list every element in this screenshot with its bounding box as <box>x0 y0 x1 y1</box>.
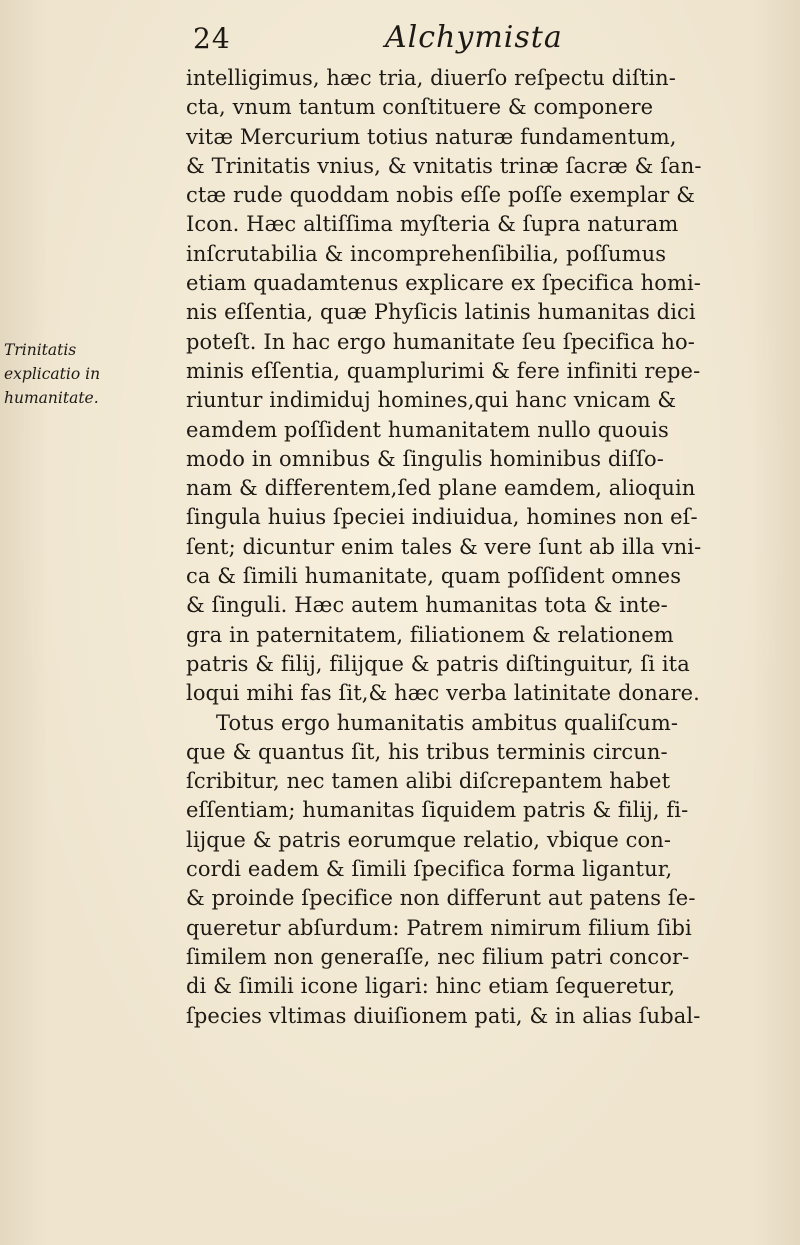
text-line: poteſt. In hac ergo humanitate ſeu ſpecifica ho- <box>186 329 695 354</box>
text-line: Icon. Hæc altiſſima myſteria & ſupra naturam <box>186 212 679 237</box>
text-line: inſcrutabilia & incomprehenſibilia, poſſumus <box>186 241 667 266</box>
text-line: & Trinitatis vnius, & vnitatis trinæ ſacræ & ſan- <box>186 153 702 178</box>
text-line: eamdem poſſident humanitatem nullo quouis <box>186 417 669 442</box>
text-line: modo in omnibus & ſingulis hominibus diſſo- <box>186 446 664 471</box>
page-number: 24 <box>193 22 231 55</box>
text-line: ctæ rude quoddam nobis eſſe poſſe exemplar & <box>186 183 696 208</box>
text-line: nam & differentem,ſed plane eamdem, alioquin <box>186 476 696 501</box>
body-text <box>186 64 790 1031</box>
text-line: eſſentiam; humanitas ſiquidem patris & filij, fi- <box>186 798 689 823</box>
text-line: intelligimus, hæc tria, diuerſo reſpectu diſtin- <box>186 66 677 90</box>
running-head: Alchymista <box>385 20 563 55</box>
text-line: que & quantus ſit, his tribus terminis circun- <box>186 739 668 764</box>
text-line: minis eſſentia, quamplurimi & fere infiniti repe- <box>186 358 701 383</box>
text-line: vitæ Mercurium totius naturæ fundamentum, <box>186 124 677 149</box>
margin-note <box>4 338 182 410</box>
text-line: ſent; dicuntur enim tales & vere ſunt ab illa vni- <box>186 534 702 559</box>
text-line: ſcribitur, nec tamen alibi diſcrepantem habet <box>186 769 671 794</box>
text-line: ſpecies vltimas diuiſionem pati, & in alias ſubal- <box>186 1003 701 1028</box>
text-line: lijque & patris eorumque relatio, vbique con- <box>186 827 672 852</box>
text-line: ſimilem non generaſſe, nec filium patri concor- <box>186 944 690 969</box>
text-line: etiam quadamtenus explicare ex ſpecifica homi- <box>186 271 701 296</box>
text-line: patris & filij, filijque & patris diſtinguitur, ſi ita <box>186 651 690 676</box>
margin-note-line: humanitate. <box>4 389 99 407</box>
text-line: riuntur indimiduj homines,qui hanc vnicam & <box>186 388 677 413</box>
text-line: queretur abſurdum: Patrem nimirum filium ſibi <box>186 915 692 940</box>
text-line: loqui mihi fas ſit,& hæc verba latinitate donare. <box>186 681 700 706</box>
margin-note-line: explicatio in <box>4 365 101 383</box>
text-line: ſingula huius ſpeciei indiuidua, homines non eſ- <box>186 505 698 530</box>
text-line: nis eſſentia, quæ Phyſicis latinis humanitas dici <box>186 300 696 325</box>
text-line: & ſinguli. Hæc autem humanitas tota & inte- <box>186 593 668 618</box>
text-line: ca & ſimili humanitate, quam poſſident omnes <box>186 564 682 589</box>
text-line: & proinde ſpecifice non differunt aut patens ſe- <box>186 886 696 911</box>
text-line: di & ſimili icone ligari: hinc etiam ſequeretur, <box>186 974 676 999</box>
text-line: cta, vnum tantum conſtituere & componere <box>186 95 654 120</box>
page-header <box>185 20 785 64</box>
text-line: gra in paternitatem, filiationem & relationem <box>186 622 674 647</box>
margin-note-line: Trinitatis <box>4 341 77 359</box>
text-line: cordi eadem & ſimili ſpecifica forma ligantur, <box>186 857 673 882</box>
paragraph-start-line: Totus ergo humanitatis ambitus qualiſcum- <box>216 710 679 735</box>
